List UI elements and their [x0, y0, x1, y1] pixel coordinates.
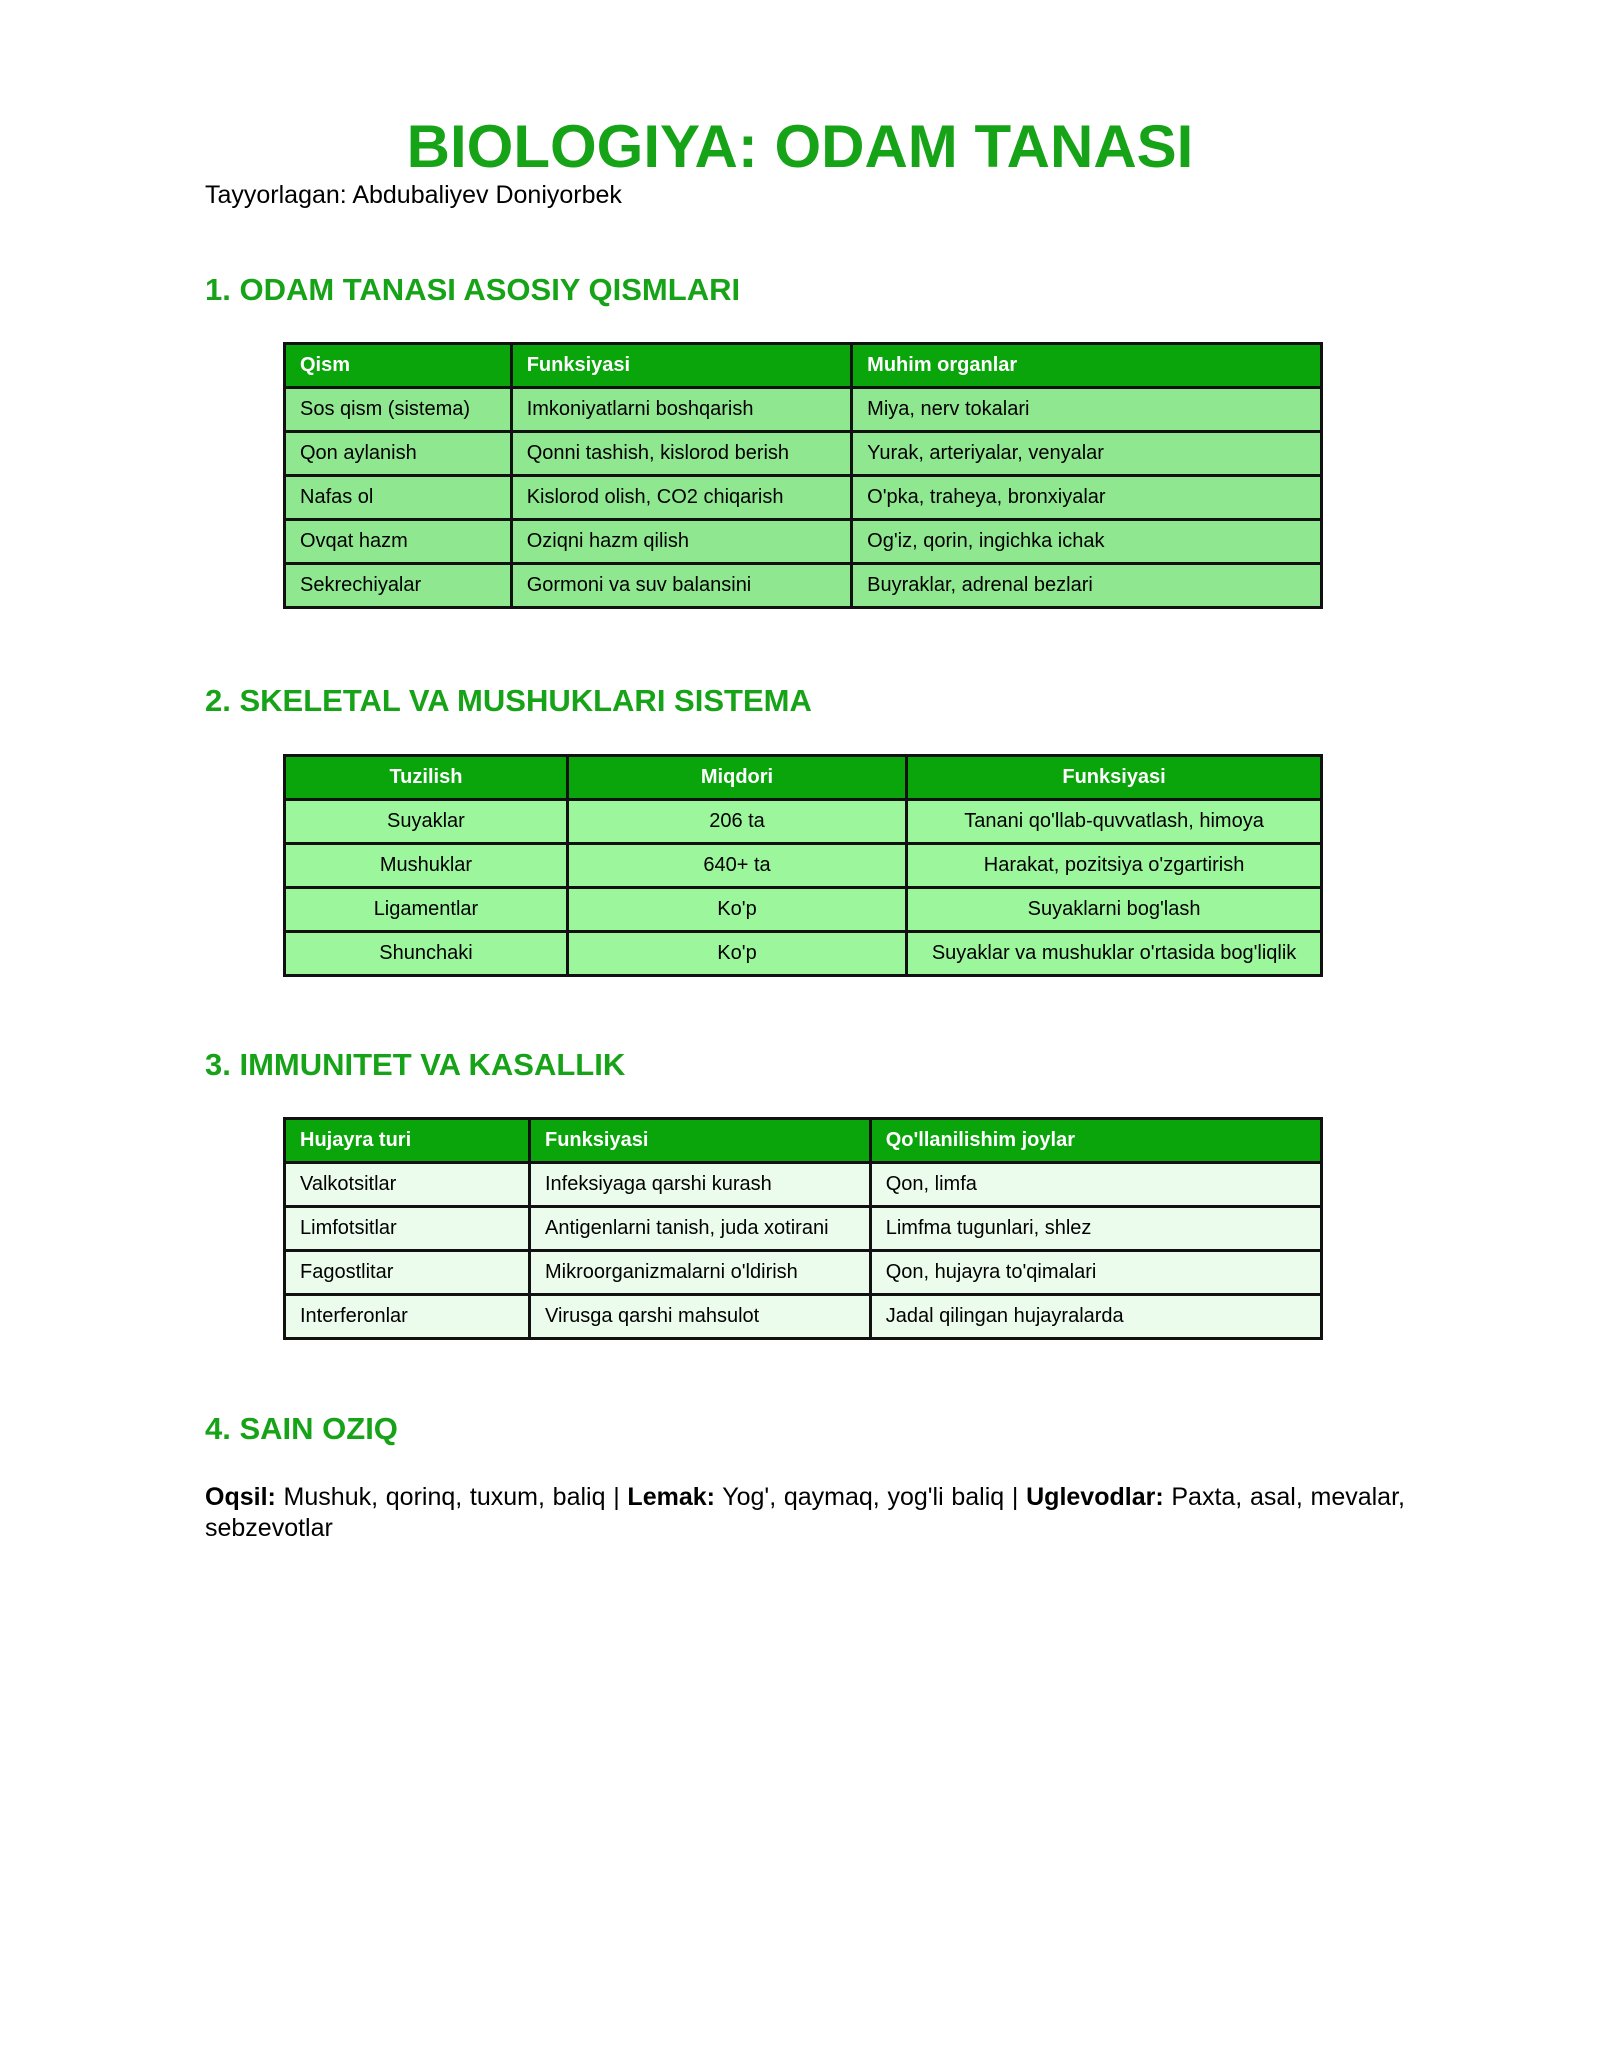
protein-label: Oqsil: [205, 1483, 276, 1511]
table-cell: Ligamentlar [285, 888, 568, 932]
table-cell: Infeksiyaga qarshi kurash [530, 1163, 871, 1207]
table-cell: O'pka, traheya, bronxiyalar [852, 476, 1322, 520]
table-cell: Limfma tugunlari, shlez [870, 1207, 1321, 1251]
table-row [285, 1251, 1322, 1295]
table-cell: Ko'p [567, 888, 906, 932]
table-row [285, 520, 1322, 564]
table-cell: Mushuklar [285, 844, 568, 888]
table-cell: Qonni tashish, kislorod berish [511, 432, 851, 476]
carbs-label: Uglevodlar: [1026, 1483, 1164, 1511]
table-row [285, 1295, 1322, 1339]
immunity-table [283, 1117, 1323, 1340]
table-row [285, 476, 1322, 520]
table-cell: Qon, limfa [870, 1163, 1321, 1207]
table-cell: Nafas ol [285, 476, 512, 520]
header-cell: Funksiyasi [530, 1119, 871, 1163]
table-cell: Kislorod olish, CO2 chiqarish [511, 476, 851, 520]
header-cell: Miqdori [567, 756, 906, 800]
header-cell: Hujayra turi [285, 1119, 530, 1163]
section-heading-2: 2. SKELETAL VA MUSHUKLARI SISTEMA [205, 683, 812, 718]
table-header-row [285, 344, 1322, 388]
table-header-row [285, 1119, 1322, 1163]
header-cell: Qism [285, 344, 512, 388]
nutrition-paragraph [205, 1482, 1405, 1544]
header-cell: Muhim organlar [852, 344, 1322, 388]
table-cell: Sekrechiyalar [285, 564, 512, 608]
table-row [285, 432, 1322, 476]
table-cell: Shunchaki [285, 932, 568, 976]
page-title: BIOLOGIYA: ODAM TANASI [406, 113, 1194, 180]
table-cell: Ko'p [567, 932, 906, 976]
table-cell: Qon, hujayra to'qimalari [870, 1251, 1321, 1295]
section-heading-3: 3. IMMUNITET VA KASALLIK [205, 1047, 626, 1082]
table-header-row [285, 756, 1322, 800]
header-cell: Funksiyasi [907, 756, 1322, 800]
table-cell: Interferonlar [285, 1295, 530, 1339]
table-row [285, 800, 1322, 844]
table-cell: Suyaklar va mushuklar o'rtasida bog'liqlik [907, 932, 1322, 976]
table-row [285, 564, 1322, 608]
table-cell: Mikroorganizmalarni o'ldirish [530, 1251, 871, 1295]
table-cell: Jadal qilingan hujayralarda [870, 1295, 1321, 1339]
table-cell: Og'iz, qorin, ingichka ichak [852, 520, 1322, 564]
table-cell: Sos qism (sistema) [285, 388, 512, 432]
table-cell: Buyraklar, adrenal bezlari [852, 564, 1322, 608]
table-cell: Imkoniyatlarni boshqarish [511, 388, 851, 432]
section-heading-4: 4. SAIN OZIQ [205, 1411, 398, 1446]
table-cell: Harakat, pozitsiya o'zgartirish [907, 844, 1322, 888]
section-heading-1: 1. ODAM TANASI ASOSIY QISMLARI [205, 272, 741, 307]
header-cell: Qo'llanilishim joylar [870, 1119, 1321, 1163]
table-cell: Gormoni va suv balansini [511, 564, 851, 608]
table-row [285, 932, 1322, 976]
table-cell: Oziqni hazm qilish [511, 520, 851, 564]
table-row [285, 844, 1322, 888]
table-cell: Yurak, arteriyalar, venyalar [852, 432, 1322, 476]
table-cell: 640+ ta [567, 844, 906, 888]
protein-text: Mushuk, qorinq, tuxum, baliq | [275, 1483, 628, 1511]
table-cell: Valkotsitlar [285, 1163, 530, 1207]
skeletal-table [283, 754, 1323, 977]
table-cell: Suyaklar [285, 800, 568, 844]
table-row [285, 888, 1322, 932]
table-cell: Virusga qarshi mahsulot [530, 1295, 871, 1339]
carbs-text: Paxta, asal, mevalar, sebzevotlar [205, 1483, 1405, 1542]
fat-text: Yog', qaymaq, yog'li baliq | [714, 1483, 1027, 1511]
fat-label: Lemak: [627, 1483, 715, 1511]
table-cell: Limfotsitlar [285, 1207, 530, 1251]
table-cell: 206 ta [567, 800, 906, 844]
header-cell: Tuzilish [285, 756, 568, 800]
header-cell: Funksiyasi [511, 344, 851, 388]
table-cell: Ovqat hazm [285, 520, 512, 564]
table-cell: Antigenlarni tanish, juda xotirani [530, 1207, 871, 1251]
table-row [285, 1207, 1322, 1251]
table-row [285, 1163, 1322, 1207]
table-cell: Qon aylanish [285, 432, 512, 476]
table-row [285, 388, 1322, 432]
table-cell: Miya, nerv tokalari [852, 388, 1322, 432]
table-cell: Suyaklarni bog'lash [907, 888, 1322, 932]
author-line: Tayyorlagan: Abdubaliyev Doniyorbek [205, 181, 622, 209]
table-cell: Fagostlitar [285, 1251, 530, 1295]
body-parts-table [283, 342, 1323, 609]
table-cell: Tanani qo'llab-quvvatlash, himoya [907, 800, 1322, 844]
